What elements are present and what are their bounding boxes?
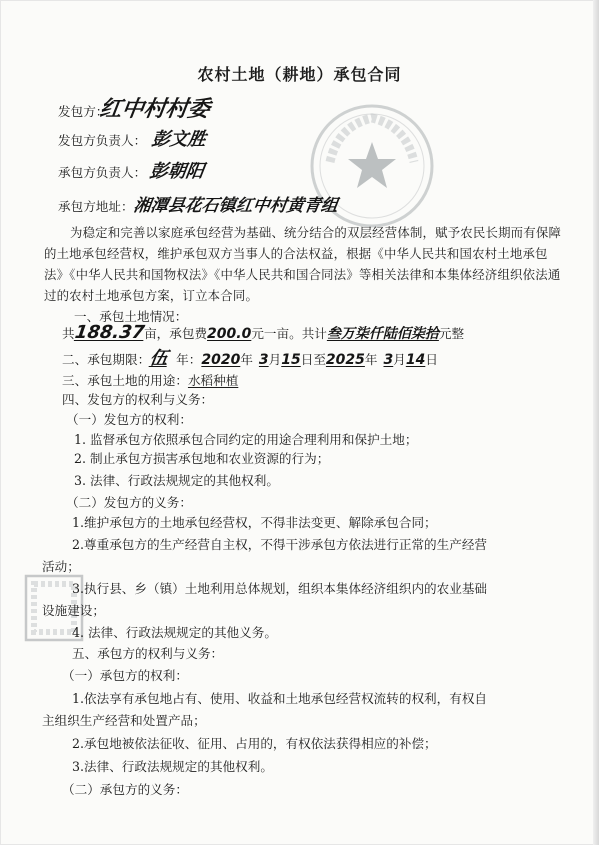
employer-duty-3a: 3.执行县、乡（镇）土地利用总体规划，组织本集体经济组织内的农业基础 xyxy=(72,581,488,596)
employer-duties-heading: （二）发包方的义务： xyxy=(66,495,192,510)
start-month: 3 xyxy=(258,352,269,368)
contractor-right-1b: 主组织生产经营和处置产品； xyxy=(42,713,206,728)
land-use-label: 三、承包土地的用途： xyxy=(62,373,188,388)
term-label: 二、承包期限： xyxy=(62,352,151,367)
fee-unit: 元一亩。共计 xyxy=(251,326,327,341)
area-handwritten: 188.37 xyxy=(73,322,146,343)
contractor-rep-label: 承包方负责人： xyxy=(58,165,147,180)
contractor-rep-handwritten: 彭朝阳 xyxy=(148,161,206,182)
start-month-unit: 月 xyxy=(268,352,282,367)
total-handwritten: 叁万柒仟陆佰柒拾 xyxy=(326,326,439,342)
end-month: 3 xyxy=(383,352,394,368)
term-to: 至 xyxy=(313,352,326,367)
employer-field xyxy=(58,92,210,123)
employer-duty-4: 4. 法律、行政法规规定的其他义务。 xyxy=(72,625,277,640)
section4-heading: 四、发包方的权利与义务： xyxy=(62,392,214,407)
contractor-right-3: 3.法律、行政法规规定的其他权利。 xyxy=(72,759,273,774)
employer-right-3: 3. 法律、行政法规规定的其他权利。 xyxy=(74,473,279,488)
end-month-unit: 月 xyxy=(393,352,406,367)
contractor-right-1a: 1.依法享有承包地占有、使用、收益和土地承包经营权流转的权利，有权自 xyxy=(72,691,488,706)
intro-paragraph: 为稳定和完善以家庭承包经营为基础、统分结合的双层经营体制，赋予农民长期而有保障的土地承包经营权，维护承包双方当事人的合法权益，根据《中华人民共和国农村土地承包法》《中华人民共和国物权法》《中华人民共和国合同法》等相关法律和本集体经济组织依法通过的农村土地承包方案，订立本合同。 xyxy=(44,225,562,303)
land-use-line xyxy=(62,370,238,389)
section5-heading: 五、承包方的权利与义务： xyxy=(72,646,224,661)
mu-label: 亩，承包费 xyxy=(144,326,208,341)
land-use-value: 水稻种植 xyxy=(187,373,239,388)
start-day: 15 xyxy=(281,352,301,368)
employer-rights-heading: （一）发包方的权利： xyxy=(66,412,192,427)
term-year-unit: 年： xyxy=(176,352,202,367)
address-label: 承包方地址： xyxy=(58,199,134,214)
start-year-unit: 年 xyxy=(240,352,253,367)
contractor-duties-heading: （二）承包方的义务： xyxy=(62,782,188,797)
start-day-unit: 日 xyxy=(300,352,314,367)
employer-duty-2a: 2.尊重承包方的生产经营自主权，不得干涉承包方依法进行正常的生产经营 xyxy=(72,537,488,552)
end-year-unit: 年 xyxy=(364,352,378,367)
employer-duty-3b: 设施建设； xyxy=(42,603,105,618)
employer-duty-1: 1.维护承包方的土地承包经营权，不得非法变更、解除承包合同； xyxy=(72,515,437,530)
employer-duty-2b: 活动； xyxy=(42,559,80,574)
end-day: 14 xyxy=(405,352,426,368)
term-line xyxy=(62,344,438,370)
land-info-line xyxy=(62,322,464,343)
fee-handwritten: 200.0 xyxy=(207,326,252,342)
end-day-unit: 日 xyxy=(425,352,438,367)
employer-label: 发包方： xyxy=(58,104,109,119)
employer-right-1: 1. 监督承包方依照承包合同约定的用途合理利用和保护土地； xyxy=(74,432,418,447)
employer-right-2: 2. 制止承包方损害承包地和农业资源的行为； xyxy=(74,451,330,466)
contract-title: 农村土地（耕地）承包合同 xyxy=(197,65,402,84)
address-handwritten: 湘潭县花石镇红中村黄青组 xyxy=(131,196,339,216)
total-suffix: 元整 xyxy=(438,326,465,341)
page-edge-shadow xyxy=(593,0,599,845)
contractor-address-field xyxy=(58,191,338,216)
employer-handwritten: 红中村村委 xyxy=(98,97,212,122)
contractor-rights-heading: （一）承包方的权利： xyxy=(62,668,188,683)
land-prefix: 共 xyxy=(62,326,75,341)
employer-rep-field xyxy=(58,125,206,151)
section1-heading: 一、承包土地情况： xyxy=(74,309,188,324)
start-year: 2020 xyxy=(201,352,241,368)
employer-rep-handwritten: 彭文胜 xyxy=(150,129,208,150)
employer-rep-label: 发包方负责人： xyxy=(58,133,147,148)
contractor-rep-field xyxy=(58,157,204,183)
term-years-handwritten: 伍 xyxy=(148,348,170,369)
end-year: 2025 xyxy=(325,352,365,368)
contractor-right-2: 2.承包地被依法征收、征用、占用的，有权依法获得相应的补偿； xyxy=(72,736,437,751)
